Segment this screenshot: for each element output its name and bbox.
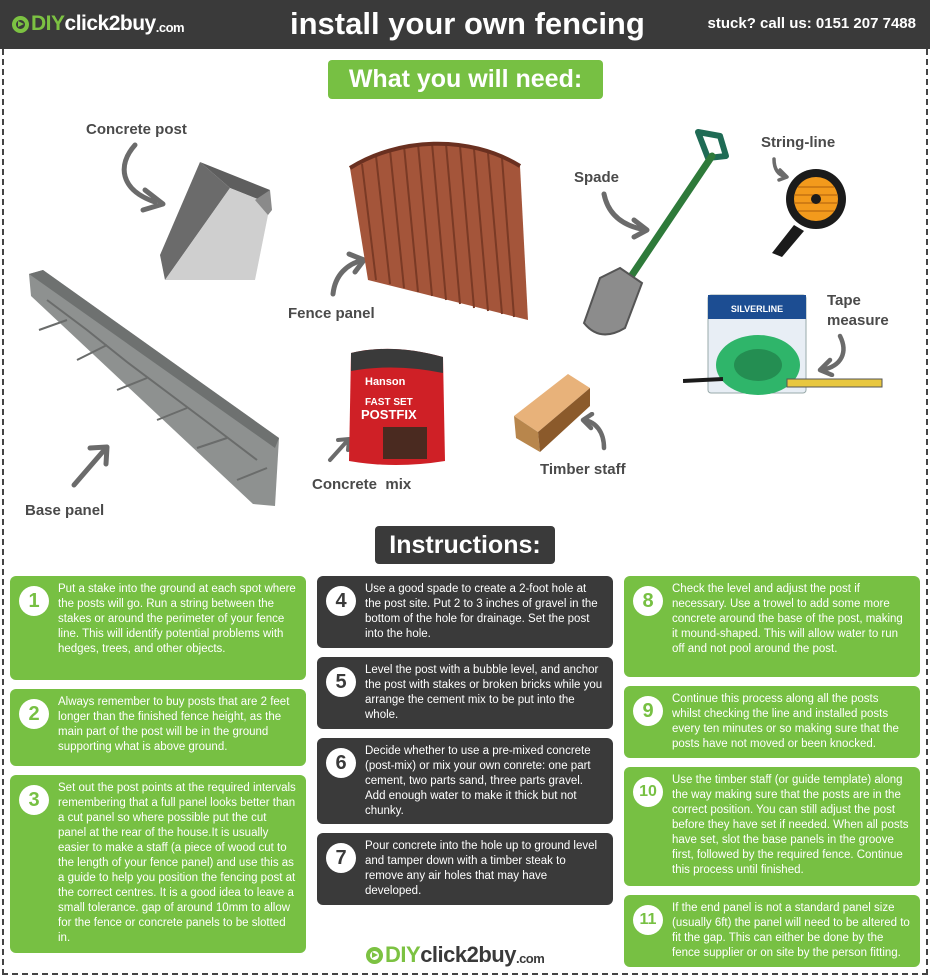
tape-measure-image bbox=[683, 293, 888, 405]
step-11 bbox=[624, 895, 920, 967]
step-10 bbox=[624, 767, 920, 886]
footer-brand-logo[interactable]: DIY click2buy .com bbox=[366, 942, 544, 968]
step-text: If the end panel is not a standard panel size (usually 6ft) the panel will need to be altered to fit the gap. This can either be done by the fence supplier or on site by the person fitting. bbox=[672, 902, 910, 959]
step-5 bbox=[317, 657, 613, 729]
label-tape-measure-1: Tape bbox=[827, 292, 861, 309]
step-3 bbox=[10, 775, 306, 953]
bag-brand-text: Hanson bbox=[365, 376, 406, 388]
play-ring-icon bbox=[366, 947, 383, 964]
step-number: 5 bbox=[326, 667, 356, 697]
step-number: 2 bbox=[19, 699, 49, 729]
label-fence-panel: Fence panel bbox=[288, 305, 375, 322]
step-text: Use a good spade to create a 2-foot hole at the post site. Put 2 to 3 inches of gravel in the bottom of the hole for drainage. Set the post into the hole. bbox=[365, 583, 598, 640]
play-ring-icon bbox=[12, 16, 29, 33]
label-tape-measure-2: measure bbox=[827, 312, 889, 329]
step-number: 8 bbox=[633, 586, 663, 616]
step-text: Put a stake into the ground at each spot where the posts will go. Run a string between the stakes or around the perimeter of your fence line. This will identify potential problems with hedges, trees, and other objects. bbox=[58, 583, 296, 655]
concrete-mix-bag-image bbox=[343, 343, 448, 468]
step-1 bbox=[10, 576, 306, 680]
step-7 bbox=[317, 833, 613, 905]
brand-logo[interactable]: DIY click2buy .com bbox=[12, 12, 184, 36]
page-title: install your own fencing bbox=[290, 6, 645, 41]
step-9 bbox=[624, 686, 920, 758]
step-4 bbox=[317, 576, 613, 648]
tape-brand-text: SILVERLINE bbox=[730, 304, 784, 314]
step-number: 3 bbox=[19, 785, 49, 815]
need-section-title: What you will need: bbox=[328, 60, 603, 99]
string-line-image bbox=[764, 165, 849, 257]
step-text: Use the timber staff (or guide template) along the way making sure that the posts are in the correct position. You can still adjust the post before they have set if needed. When all posts have set, slot the base panels in the groove first, followed by the required fence. Continue this process until finished. bbox=[672, 774, 909, 876]
step-number: 9 bbox=[633, 696, 663, 726]
step-number: 10 bbox=[633, 777, 663, 807]
label-timber-staff: Timber staff bbox=[540, 461, 626, 478]
label-concrete-mix: Concrete mix bbox=[312, 476, 412, 493]
label-base-panel: Base panel bbox=[25, 502, 105, 519]
step-text: Pour concrete into the hole up to ground level and tamper down with a timber steak to remove any air holes that may have developed. bbox=[365, 840, 598, 897]
base-panel-image bbox=[27, 270, 282, 507]
step-number: 1 bbox=[19, 586, 49, 616]
instructions-section-title: Instructions: bbox=[375, 526, 555, 564]
step-number: 11 bbox=[633, 905, 663, 935]
step-number: 7 bbox=[326, 843, 356, 873]
step-text: Decide whether to use a pre-mixed concrete (post-mix) or mix your own conrete: one part cement, two parts sand, three parts gravel. Add enough water to make it thick but not chunky. bbox=[365, 745, 591, 817]
label-string-line: String-line bbox=[761, 134, 836, 151]
step-number: 4 bbox=[326, 586, 356, 616]
help-phone[interactable]: stuck? call us: 0151 207 7488 bbox=[707, 15, 916, 32]
step-text: Check the level and adjust the post if necessary. Use a trowel to add some more concrete around the base of the post, making it mound-shaped. This will allow water to run off and not pool around the post. bbox=[672, 583, 903, 655]
label-concrete-post: Concrete post bbox=[86, 121, 187, 138]
header-bar bbox=[0, 0, 930, 49]
bag-line1-text: FAST SET bbox=[365, 397, 413, 408]
step-number: 6 bbox=[326, 748, 356, 778]
label-spade: Spade bbox=[574, 169, 620, 186]
step-text: Continue this process along all the posts whilst checking the line and installed posts every ten minutes or so making sure that the posts have not moved or been knocked. bbox=[672, 693, 899, 750]
fence-panel-image bbox=[348, 140, 530, 322]
step-text: Always remember to buy posts that are 2 feet longer than the finished fence height, as the main part of the post will be in the ground supporting what is above ground. bbox=[58, 696, 290, 753]
step-6 bbox=[317, 738, 613, 824]
step-text: Set out the post points at the required intervals remembering that a full panel looks better than a cut panel so where possible put the cut panel at the rear of the house.It is usually easier to make a staff (a piece of wood cut to the length of your fence panel) and use this as a guide to help you position the fencing post at the correct centres. It is a good idea to leave a small tolerance. gap of around 10mm to allow for the fence or concrete panels to be slotted in. bbox=[58, 782, 296, 944]
timber-staff-image bbox=[512, 372, 592, 452]
step-text: Level the post with a bubble level, and anchor the post with stakes or broken bricks while you arrange the cement mix to be put into the whole. bbox=[365, 664, 603, 721]
bag-line2-text: POSTFIX bbox=[361, 407, 417, 422]
concrete-post-image bbox=[160, 160, 275, 285]
step-2 bbox=[10, 689, 306, 766]
step-8 bbox=[624, 576, 920, 677]
